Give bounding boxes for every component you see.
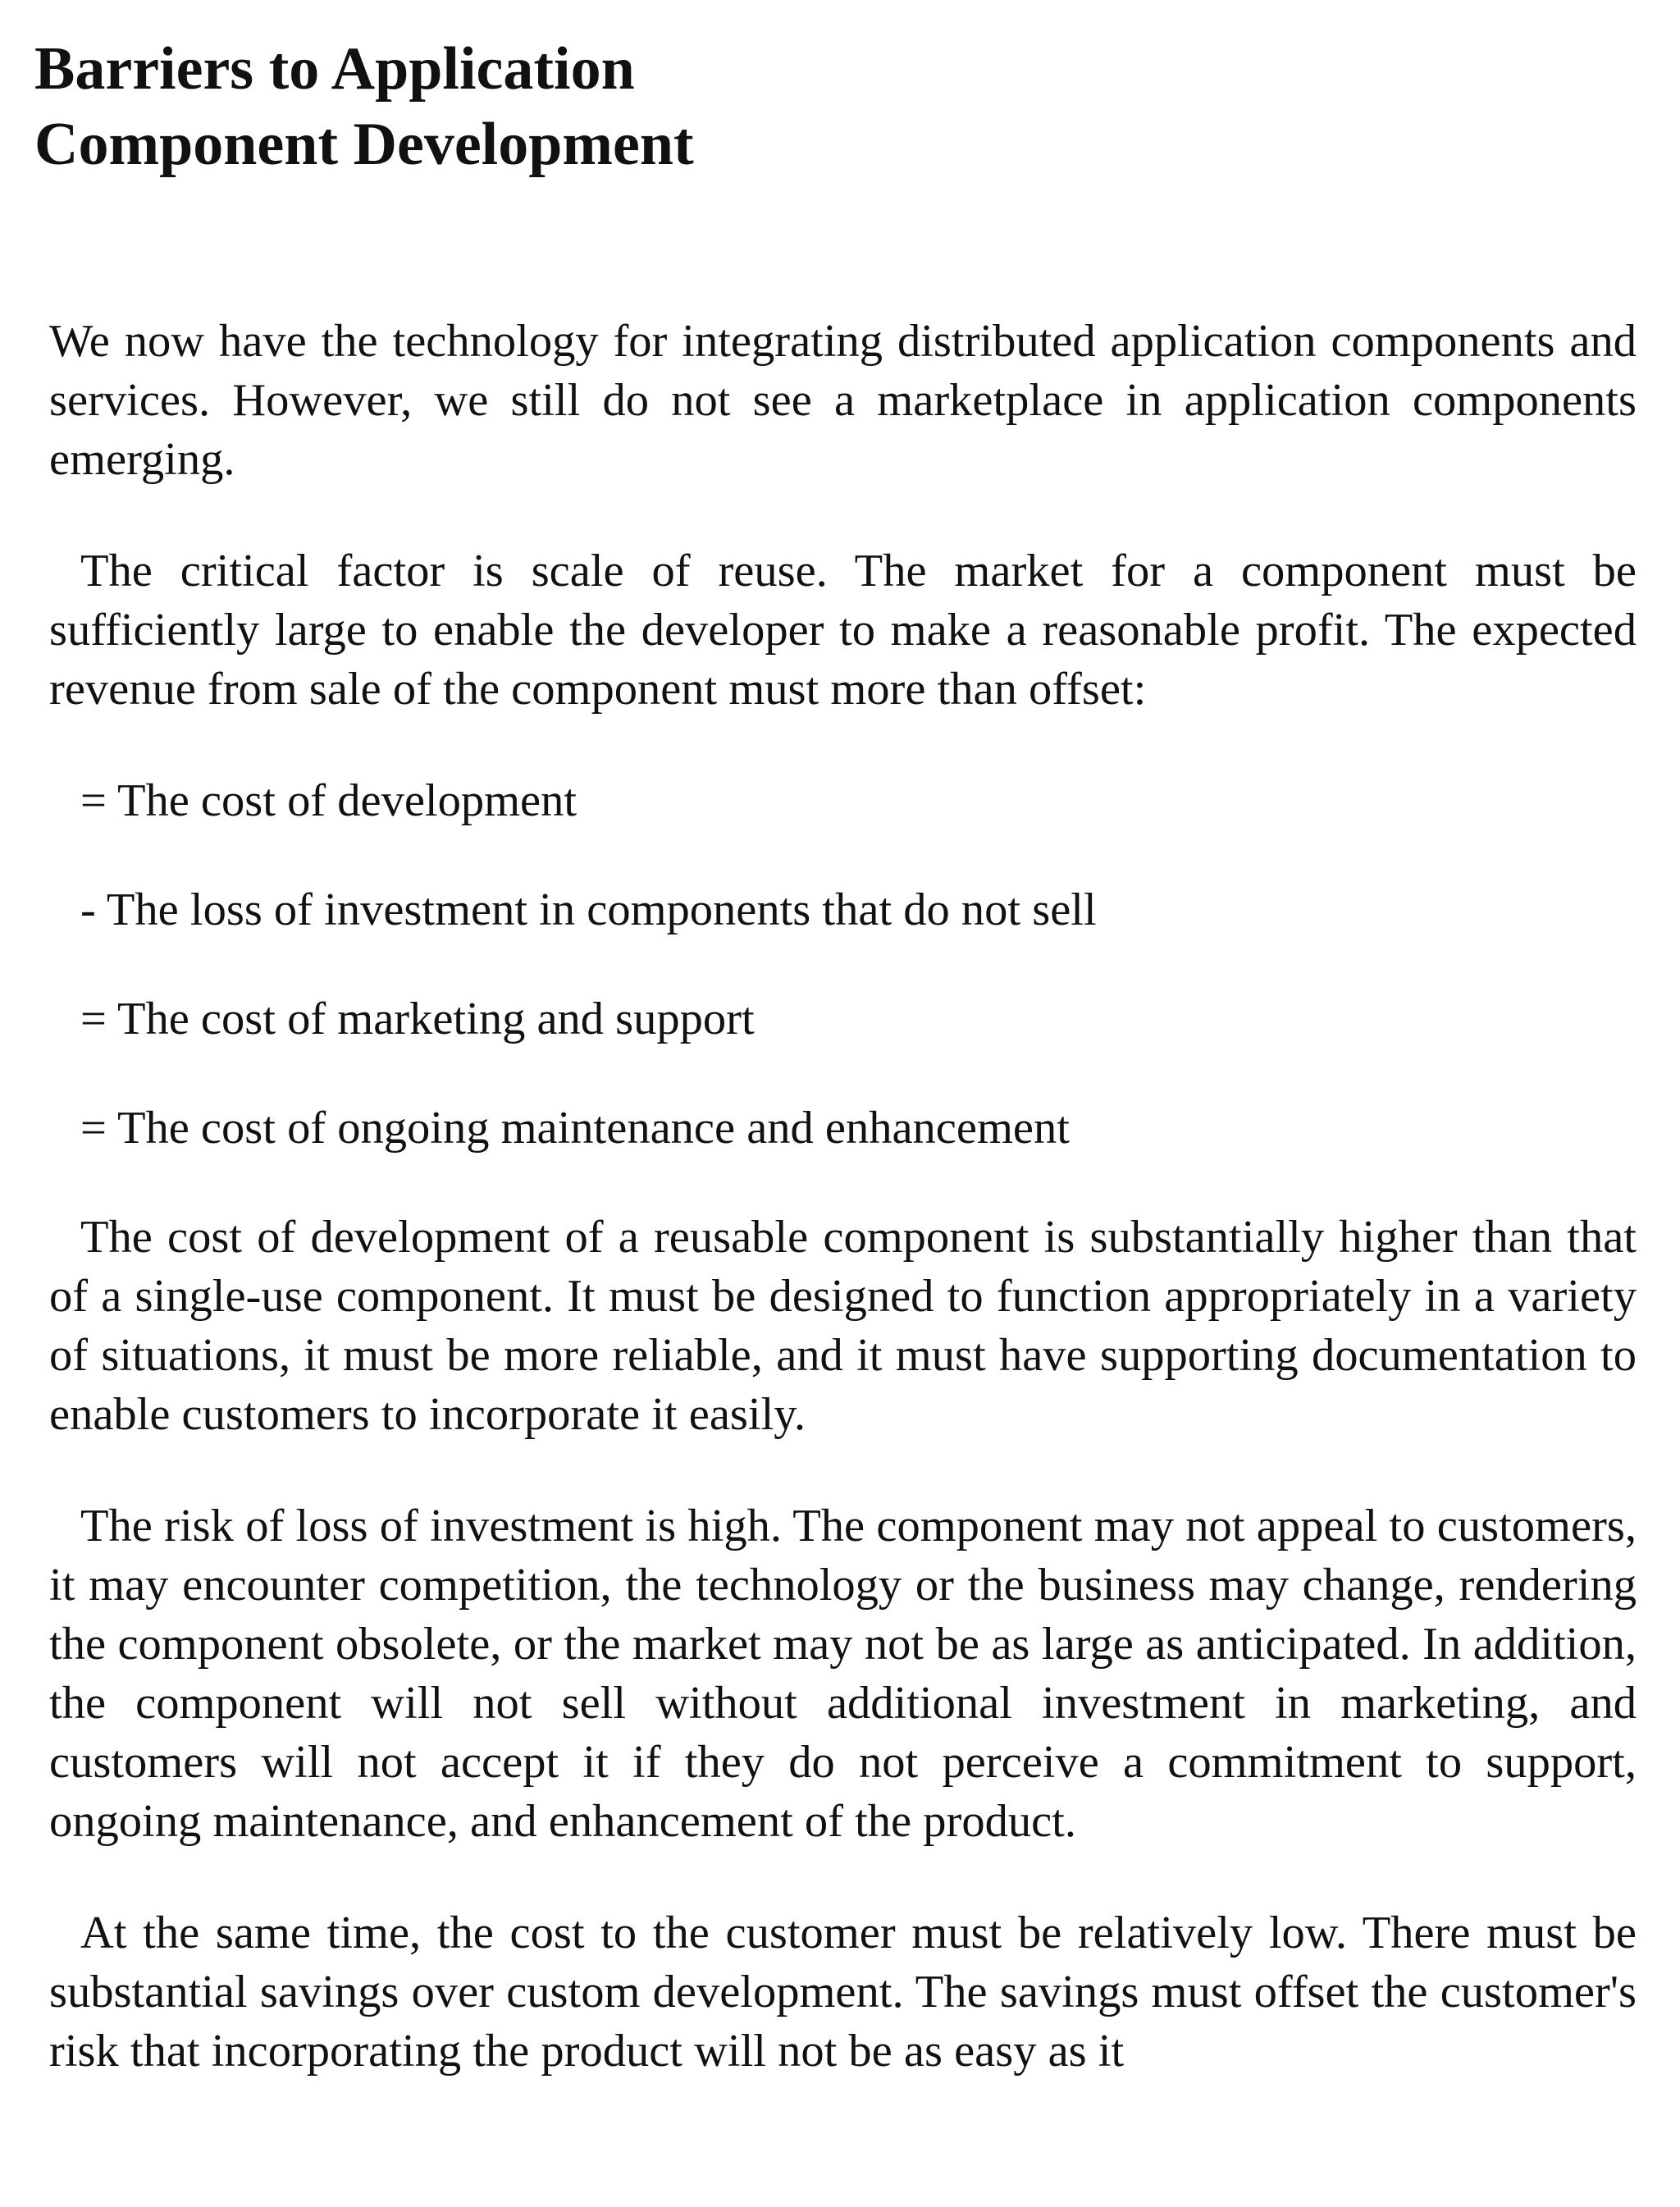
paragraph-risk-of-loss: The risk of loss of investment is high. The component may not appeal to customers, it may encounter competition, the technology or the business may change, rendering the component obsolete, or the market may not be as large as anticipated. In addition, the component will not sell without additional investment in marketing, and customers will not accept it if they do not perceive a commitment to support, ongoing maintenance, and enhancement of the product. [49, 1501, 1637, 1847]
title-line-2: Component Development [34, 111, 694, 178]
paragraph-customer-cost: At the same time, the cost to the customer must be relatively low. There must be substantial savings over custom development. The savings must offset the customer's risk that incorporating the product will not be as easy as it [49, 1908, 1637, 2077]
list-item: = The cost of ongoing maintenance and enhancement [80, 1103, 1070, 1154]
page-title [34, 31, 694, 182]
title-line-1: Barriers to Application [34, 35, 635, 103]
list-item: = The cost of marketing and support [80, 994, 755, 1044]
paragraph-cost-of-development: The cost of development of a reusable component is substantially higher than that of a single-use component. It must be designed to function appropriately in a variety of situations, it must be more reliable, and it must have supporting documentation to enable customers to incorporate it easily. [49, 1212, 1637, 1440]
list-item: = The cost of development [80, 775, 578, 826]
paragraph-intro: We now have the technology for integrating distributed application components and services. However, we still do not see a marketplace in application components emerging. [49, 316, 1637, 485]
paragraph-scale-of-reuse: The critical factor is scale of reuse. The market for a component must be sufficiently large to enable the developer to make a reasonable profit. The expected revenue from sale of the component must more than offset: [49, 546, 1637, 715]
cost-list [49, 771, 1637, 1158]
document-body [49, 312, 1637, 2081]
list-item: - The loss of investment in components that do not sell [80, 884, 1097, 935]
